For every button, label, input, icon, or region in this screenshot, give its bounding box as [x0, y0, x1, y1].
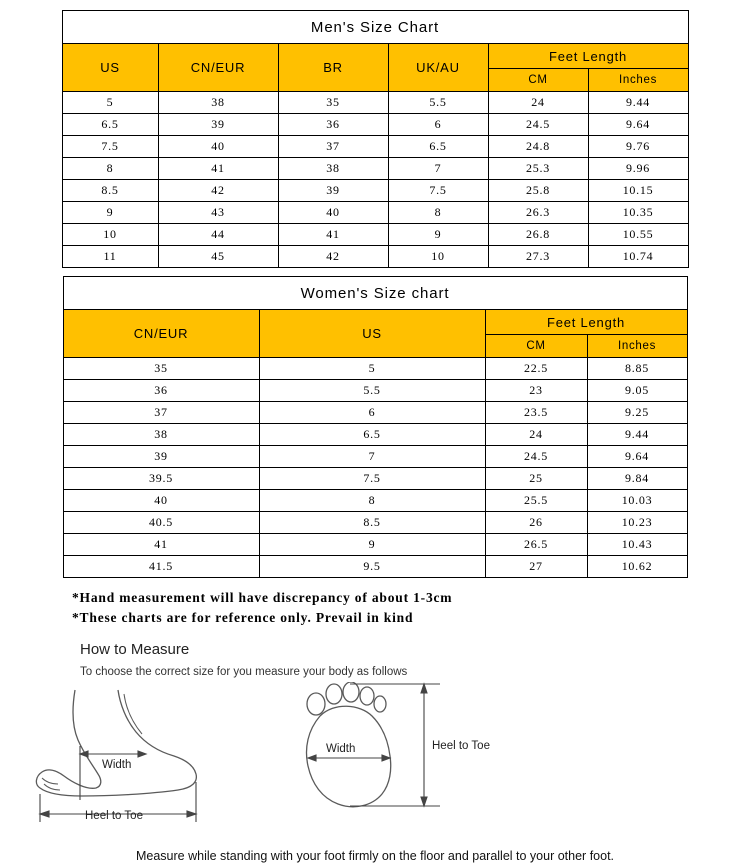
note-line-2: *These charts are for reference only. Prevail in kind — [72, 609, 414, 625]
womens-col-feet-length: Feet Length — [485, 310, 687, 335]
mens-size-chart-table — [62, 10, 689, 268]
cell-cm: 25.8 — [488, 180, 588, 202]
womens-chart-title: Women's Size chart — [63, 277, 687, 310]
cell-br: 41 — [278, 224, 388, 246]
cell-cm: 26.8 — [488, 224, 588, 246]
cell-cneur: 37 — [63, 402, 259, 424]
table-row — [62, 224, 688, 246]
cell-cm: 25 — [485, 468, 587, 490]
womens-col-us: US — [259, 310, 485, 358]
table-row — [62, 92, 688, 114]
cell-br: 37 — [278, 136, 388, 158]
cell-cm: 24.5 — [485, 446, 587, 468]
cell-inches: 9.76 — [588, 136, 688, 158]
cell-cneur: 44 — [158, 224, 278, 246]
table-row — [63, 556, 687, 578]
cell-cneur: 42 — [158, 180, 278, 202]
womens-size-chart-table — [63, 276, 688, 578]
cell-br: 36 — [278, 114, 388, 136]
cell-inches: 10.43 — [587, 534, 687, 556]
top-width-label: Width — [326, 743, 356, 756]
cell-us: 7.5 — [259, 468, 485, 490]
cell-ukau: 10 — [388, 246, 488, 268]
mens-chart-title: Men's Size Chart — [62, 11, 688, 44]
mens-title-row — [62, 11, 688, 44]
cell-inches: 10.23 — [587, 512, 687, 534]
top-heel-to-toe-label: Heel to Toe — [432, 740, 490, 753]
table-row — [63, 402, 687, 424]
table-row — [63, 446, 687, 468]
table-row — [62, 180, 688, 202]
cell-us: 6.5 — [62, 114, 158, 136]
cell-cneur: 40 — [158, 136, 278, 158]
cell-us: 9 — [259, 534, 485, 556]
cell-us: 6 — [259, 402, 485, 424]
womens-header-row — [63, 310, 687, 335]
cell-inches: 9.05 — [587, 380, 687, 402]
cell-inches: 10.74 — [588, 246, 688, 268]
cell-cm: 27 — [485, 556, 587, 578]
cell-cneur: 41 — [63, 534, 259, 556]
cell-ukau: 8 — [388, 202, 488, 224]
cell-inches: 9.64 — [587, 446, 687, 468]
cell-inches: 8.85 — [587, 358, 687, 380]
cell-us: 9.5 — [259, 556, 485, 578]
cell-us: 8.5 — [62, 180, 158, 202]
cell-br: 40 — [278, 202, 388, 224]
table-row — [62, 202, 688, 224]
cell-cneur: 36 — [63, 380, 259, 402]
cell-cm: 25.3 — [488, 158, 588, 180]
cell-inches: 9.96 — [588, 158, 688, 180]
foot-measurement-diagram — [20, 682, 750, 847]
cell-inches: 10.55 — [588, 224, 688, 246]
mens-col-br: BR — [278, 44, 388, 92]
cell-cm: 24 — [485, 424, 587, 446]
how-to-measure-title: How to Measure — [80, 641, 190, 659]
mens-col-feet-length: Feet Length — [488, 44, 688, 69]
cell-br: 35 — [278, 92, 388, 114]
side-heel-to-toe-label: Heel to Toe — [85, 810, 143, 823]
cell-cm: 24.8 — [488, 136, 588, 158]
cell-cm: 26.5 — [485, 534, 587, 556]
cell-cneur: 39 — [158, 114, 278, 136]
cell-cneur: 39 — [63, 446, 259, 468]
disclaimer-notes — [72, 588, 750, 627]
mens-header-row — [62, 44, 688, 69]
cell-ukau: 7.5 — [388, 180, 488, 202]
table-row — [63, 534, 687, 556]
mens-col-us: US — [62, 44, 158, 92]
cell-inches: 9.25 — [587, 402, 687, 424]
table-row — [63, 424, 687, 446]
top-width-dimension — [308, 755, 390, 761]
cell-us: 11 — [62, 246, 158, 268]
cell-us: 5.5 — [259, 380, 485, 402]
cell-br: 42 — [278, 246, 388, 268]
measure-footer-note: Measure while standing with your foot firmly on the floor and parallel to your other foot. — [135, 849, 615, 863]
table-row — [62, 136, 688, 158]
cell-cm: 26.3 — [488, 202, 588, 224]
side-width-dimension — [80, 746, 146, 800]
mens-col-inches: Inches — [588, 69, 688, 92]
cell-inches: 9.64 — [588, 114, 688, 136]
cell-cneur: 41.5 — [63, 556, 259, 578]
womens-col-cm: CM — [485, 335, 587, 358]
how-to-measure-section — [80, 641, 750, 678]
cell-us: 8 — [259, 490, 485, 512]
cell-inches: 9.44 — [587, 424, 687, 446]
cell-inches: 9.44 — [588, 92, 688, 114]
table-row — [63, 380, 687, 402]
table-row — [62, 246, 688, 268]
mens-col-cm: CM — [488, 69, 588, 92]
cell-cneur: 38 — [158, 92, 278, 114]
top-heel-to-toe-dimension — [350, 684, 440, 806]
table-row — [62, 114, 688, 136]
cell-us: 8.5 — [259, 512, 485, 534]
cell-cm: 25.5 — [485, 490, 587, 512]
cell-cneur: 40 — [63, 490, 259, 512]
cell-cm: 22.5 — [485, 358, 587, 380]
cell-us: 6.5 — [259, 424, 485, 446]
cell-br: 39 — [278, 180, 388, 202]
cell-inches: 10.62 — [587, 556, 687, 578]
table-row — [62, 158, 688, 180]
cell-cneur: 41 — [158, 158, 278, 180]
cell-cm: 26 — [485, 512, 587, 534]
cell-inches: 10.35 — [588, 202, 688, 224]
side-width-label: Width — [102, 759, 132, 772]
cell-cneur: 38 — [63, 424, 259, 446]
cell-cm: 27.3 — [488, 246, 588, 268]
cell-us: 9 — [62, 202, 158, 224]
cell-us: 7 — [259, 446, 485, 468]
cell-us: 8 — [62, 158, 158, 180]
how-to-measure-subtitle: To choose the correct size for you measure your body as follows — [80, 666, 408, 679]
cell-us: 5 — [259, 358, 485, 380]
mens-col-cneur: CN/EUR — [158, 44, 278, 92]
cell-cm: 24 — [488, 92, 588, 114]
womens-title-row — [63, 277, 687, 310]
cell-ukau: 9 — [388, 224, 488, 246]
cell-inches: 10.03 — [587, 490, 687, 512]
mens-col-ukau: UK/AU — [388, 44, 488, 92]
cell-ukau: 7 — [388, 158, 488, 180]
cell-cm: 24.5 — [488, 114, 588, 136]
cell-ukau: 6 — [388, 114, 488, 136]
cell-inches: 9.84 — [587, 468, 687, 490]
cell-cneur: 43 — [158, 202, 278, 224]
table-row — [63, 512, 687, 534]
cell-ukau: 5.5 — [388, 92, 488, 114]
note-line-1: *Hand measurement will have discrepancy of about 1-3cm — [72, 590, 453, 605]
cell-cneur: 40.5 — [63, 512, 259, 534]
cell-cneur: 39.5 — [63, 468, 259, 490]
cell-ukau: 6.5 — [388, 136, 488, 158]
diagram-svg — [20, 682, 660, 842]
side-view-foot-icon — [36, 690, 196, 796]
cell-us: 7.5 — [62, 136, 158, 158]
cell-cneur: 35 — [63, 358, 259, 380]
cell-cm: 23 — [485, 380, 587, 402]
table-row — [63, 468, 687, 490]
cell-br: 38 — [278, 158, 388, 180]
cell-us: 10 — [62, 224, 158, 246]
cell-cneur: 45 — [158, 246, 278, 268]
cell-cm: 23.5 — [485, 402, 587, 424]
table-row — [63, 358, 687, 380]
womens-col-cneur: CN/EUR — [63, 310, 259, 358]
cell-us: 5 — [62, 92, 158, 114]
table-row — [63, 490, 687, 512]
cell-inches: 10.15 — [588, 180, 688, 202]
womens-col-inches: Inches — [587, 335, 687, 358]
